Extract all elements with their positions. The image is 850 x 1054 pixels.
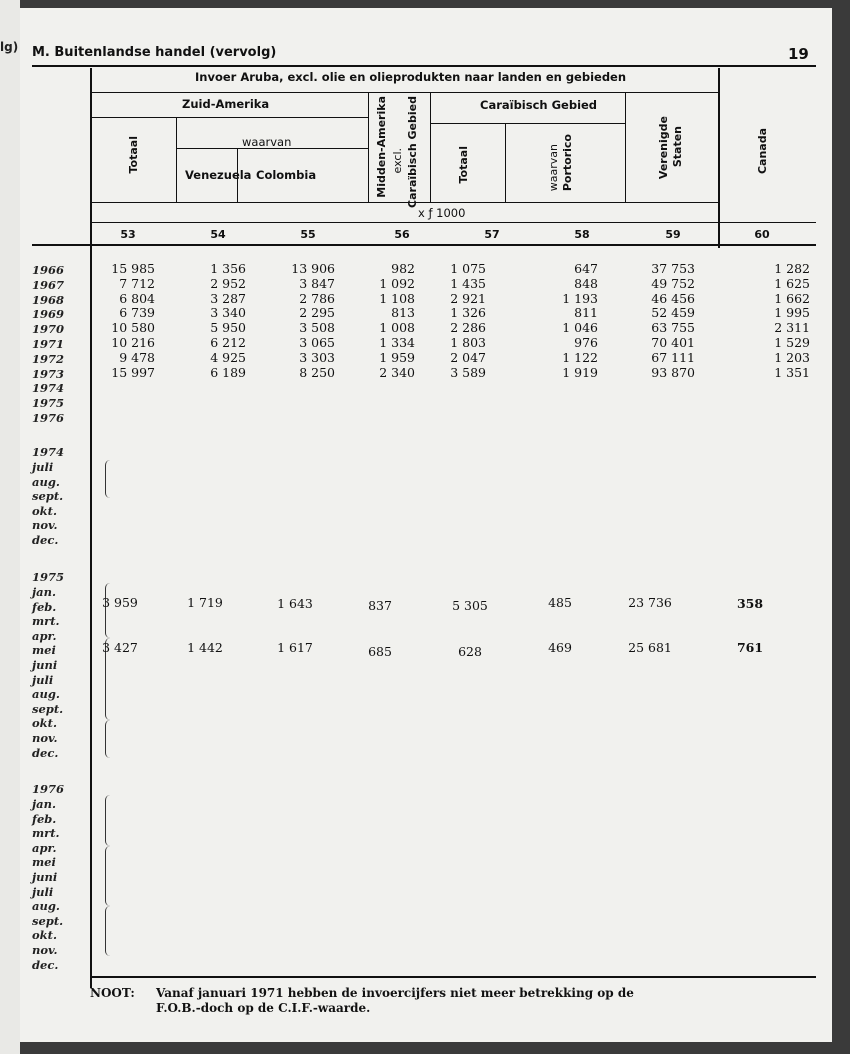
month-label: juni bbox=[32, 658, 58, 672]
month-label: okt. bbox=[32, 716, 57, 731]
mid-rule bbox=[368, 92, 369, 202]
caraibisch-header: Caraïbisch Gebied bbox=[480, 98, 598, 112]
table-cell: 52 459 bbox=[651, 305, 695, 321]
quarter-cell: 761 bbox=[736, 640, 764, 655]
quarter-cell: 628 bbox=[458, 644, 482, 659]
table-cell: 93 870 bbox=[651, 364, 695, 380]
column-number: 60 bbox=[754, 228, 770, 241]
table-cell: 2 311 bbox=[774, 320, 810, 336]
month-label: nov. bbox=[32, 943, 58, 957]
colombia-header: Colombia bbox=[256, 168, 317, 182]
quarter-cell: 358 bbox=[736, 596, 764, 611]
month-label: feb. bbox=[32, 599, 57, 614]
unit-label: x ƒ 1000 bbox=[418, 206, 466, 220]
column-number: 53 bbox=[120, 228, 136, 241]
month-label: mei bbox=[32, 643, 56, 658]
quarter-cell: 1 442 bbox=[187, 640, 223, 655]
table-cell: 1 919 bbox=[562, 364, 598, 380]
zuid-amerika-header: Zuid-Amerika bbox=[182, 97, 270, 111]
table-cell: 6 739 bbox=[119, 305, 155, 321]
quarter-cell: 23 736 bbox=[628, 595, 672, 610]
month-label: sept. bbox=[32, 701, 64, 716]
midden-amerika-header-2: excl. bbox=[391, 148, 404, 174]
block-year-label: 1974 bbox=[32, 445, 65, 459]
quarter-cell: 685 bbox=[368, 644, 392, 659]
table-cell: 2 786 bbox=[299, 290, 335, 306]
table-cell: 1 959 bbox=[379, 349, 415, 365]
column-number: 58 bbox=[574, 228, 590, 241]
table-cell: 2 340 bbox=[379, 364, 415, 380]
portorico-header-2: Portorico bbox=[561, 134, 574, 192]
month-label: aug. bbox=[32, 474, 60, 489]
column-number: 56 bbox=[394, 228, 410, 241]
month-label: nov. bbox=[32, 518, 58, 533]
quarter-cell: 1 643 bbox=[277, 596, 313, 611]
table-cell: 1 092 bbox=[379, 275, 415, 291]
month-label: okt. bbox=[32, 503, 57, 518]
table-cell: 1 122 bbox=[562, 349, 598, 365]
za-split bbox=[176, 117, 177, 202]
car-rule bbox=[430, 92, 431, 202]
midden-amerika-header-3: Caraïbisch Gebied bbox=[406, 96, 419, 208]
quarter-cell: 837 bbox=[368, 598, 392, 613]
table-cell: 1 803 bbox=[450, 335, 486, 350]
table-cell: 647 bbox=[574, 261, 598, 276]
table-cell: 9 478 bbox=[119, 349, 155, 365]
block-year-label: 1975 bbox=[32, 570, 65, 584]
table-cell: 3 589 bbox=[450, 364, 486, 380]
verenigde-staten-header-2: Staten bbox=[671, 126, 684, 168]
table-cell: 1 203 bbox=[774, 349, 810, 365]
note-line-1: Vanaf januari 1971 hebben de invoercijfers niet meer betrekking op de bbox=[156, 986, 634, 1000]
table-cell: 1 193 bbox=[562, 290, 598, 306]
note-label: NOOT: bbox=[90, 986, 135, 1000]
column-number: 59 bbox=[665, 228, 681, 241]
table-cell: 1 625 bbox=[774, 275, 810, 291]
brace-mark bbox=[105, 795, 112, 846]
header-base-rule bbox=[90, 202, 718, 203]
totaal-header: Totaal bbox=[127, 136, 140, 174]
table-cell: 10 216 bbox=[111, 335, 155, 350]
year-label: 1974 bbox=[32, 381, 65, 395]
page-number: 19 bbox=[788, 45, 809, 63]
column-number: 55 bbox=[300, 228, 316, 241]
month-label: aug. bbox=[32, 899, 60, 914]
quarter-cell: 469 bbox=[548, 640, 572, 655]
bottom-rule bbox=[90, 976, 816, 978]
table-cell: 1 108 bbox=[379, 290, 415, 306]
quarter-cell: 5 305 bbox=[452, 598, 488, 613]
year-label: 1966 bbox=[32, 263, 65, 277]
table-cell: 3 508 bbox=[299, 320, 335, 336]
month-label: mrt. bbox=[32, 826, 60, 841]
table-cell: 3 287 bbox=[210, 290, 246, 306]
table-cell: 982 bbox=[391, 261, 415, 276]
month-label: juli bbox=[32, 884, 54, 899]
month-label: dec. bbox=[32, 957, 59, 972]
month-label: dec. bbox=[32, 745, 59, 760]
quarter-cell: 3 959 bbox=[102, 595, 138, 610]
table-cell: 1 356 bbox=[210, 261, 246, 276]
vs-rule bbox=[625, 92, 626, 202]
table-cell: 3 065 bbox=[299, 335, 335, 350]
year-label: 1970 bbox=[32, 322, 65, 336]
month-label: juli bbox=[32, 672, 54, 687]
table-cell: 5 950 bbox=[210, 320, 246, 336]
colnum-rule bbox=[32, 244, 816, 246]
totaal2-header: Totaal bbox=[457, 146, 470, 184]
table-cell: 1 529 bbox=[774, 335, 810, 350]
brace-mark bbox=[105, 906, 112, 956]
month-label: aug. bbox=[32, 687, 60, 702]
table-cell: 976 bbox=[574, 335, 598, 350]
year-label: 1969 bbox=[32, 307, 65, 321]
brace-mark bbox=[105, 583, 112, 638]
quarter-cell: 485 bbox=[548, 595, 572, 610]
brace-mark bbox=[105, 460, 112, 498]
canada-rule bbox=[718, 68, 720, 248]
month-label: apr. bbox=[32, 628, 57, 643]
table-cell: 1 326 bbox=[450, 305, 486, 321]
quarter-cell: 1 719 bbox=[187, 595, 223, 610]
table-cell: 3 303 bbox=[299, 349, 335, 365]
table-cell: 6 212 bbox=[210, 335, 246, 350]
year-label: 1972 bbox=[32, 352, 65, 366]
month-label: juli bbox=[32, 460, 54, 474]
table-cell: 10 580 bbox=[111, 320, 155, 336]
year-label: 1973 bbox=[32, 367, 65, 381]
year-label: 1967 bbox=[32, 278, 65, 292]
document-page bbox=[20, 8, 832, 1042]
month-label: jan. bbox=[32, 585, 56, 599]
month-label: mrt. bbox=[32, 614, 60, 629]
table-cell: 37 753 bbox=[651, 261, 695, 276]
table-cell: 49 752 bbox=[651, 275, 695, 291]
table-cell: 7 712 bbox=[119, 275, 155, 291]
table-cell: 1 075 bbox=[450, 261, 486, 276]
table-cell: 8 250 bbox=[299, 364, 335, 380]
brace-mark bbox=[105, 846, 112, 906]
edge-label: lg) bbox=[0, 40, 19, 54]
brace-mark bbox=[105, 720, 112, 758]
page-edge bbox=[0, 0, 20, 1054]
title-rule bbox=[90, 92, 718, 93]
page-title: M. Buitenlandse handel (vervolg) bbox=[32, 45, 277, 60]
table-cell: 4 925 bbox=[210, 349, 246, 365]
canada-header: Canada bbox=[756, 128, 769, 175]
unit-rule bbox=[90, 222, 816, 223]
table-cell: 1 334 bbox=[379, 335, 415, 350]
table-cell: 1 008 bbox=[379, 320, 415, 336]
table-cell: 2 952 bbox=[210, 275, 246, 291]
table-cell: 70 401 bbox=[651, 335, 695, 350]
table-cell: 63 755 bbox=[651, 320, 695, 336]
table-cell: 46 456 bbox=[651, 290, 695, 306]
year-label: 1976 bbox=[32, 411, 65, 425]
quarter-cell: 1 617 bbox=[277, 640, 313, 655]
month-label: sept. bbox=[32, 489, 64, 504]
waarvan-header: waarvan bbox=[242, 135, 292, 149]
year-label: 1968 bbox=[32, 293, 65, 307]
table-cell: 6 189 bbox=[210, 364, 246, 380]
top-rule bbox=[32, 65, 816, 67]
column-number: 54 bbox=[210, 228, 226, 241]
portorico-header-1: waarvan bbox=[547, 144, 560, 192]
month-label: feb. bbox=[32, 811, 57, 826]
table-cell: 2 295 bbox=[299, 305, 335, 321]
month-label: sept. bbox=[32, 913, 64, 928]
month-label: jan. bbox=[32, 797, 56, 811]
car-sub-rule bbox=[430, 123, 625, 124]
table-cell: 1 662 bbox=[774, 290, 810, 306]
table-cell: 1 282 bbox=[774, 261, 810, 276]
column-number: 57 bbox=[484, 228, 500, 241]
table-cell: 15 997 bbox=[111, 364, 155, 380]
car-split bbox=[505, 123, 506, 202]
za-rule bbox=[90, 117, 368, 118]
venezuela-header: Venezuela bbox=[185, 168, 252, 182]
table-cell: 3 340 bbox=[210, 305, 246, 321]
table-cell: 13 906 bbox=[291, 261, 335, 276]
table-cell: 1 351 bbox=[774, 364, 810, 380]
table-cell: 1 995 bbox=[774, 305, 810, 321]
month-label: nov. bbox=[32, 731, 58, 745]
year-label: 1971 bbox=[32, 337, 65, 351]
table-cell: 1 435 bbox=[450, 275, 486, 291]
table-cell: 6 804 bbox=[119, 290, 155, 306]
table-cell: 848 bbox=[574, 275, 598, 291]
table-cell: 2 286 bbox=[450, 320, 486, 336]
quarter-cell: 25 681 bbox=[628, 640, 672, 655]
month-label: dec. bbox=[32, 533, 59, 547]
month-label: apr. bbox=[32, 840, 57, 855]
table-cell: 2 921 bbox=[450, 290, 486, 306]
table-cell: 813 bbox=[391, 305, 415, 321]
quarter-cell: 3 427 bbox=[102, 640, 138, 655]
table-cell: 811 bbox=[574, 305, 598, 321]
table-cell: 3 847 bbox=[299, 275, 335, 291]
year-label: 1975 bbox=[32, 396, 65, 410]
table-cell: 2 047 bbox=[450, 349, 486, 365]
table-cell: 67 111 bbox=[651, 349, 695, 365]
verenigde-staten-header-1: Verenigde bbox=[657, 116, 670, 180]
table-cell: 15 985 bbox=[111, 261, 155, 276]
month-label: okt. bbox=[32, 928, 57, 943]
table-title: Invoer Aruba, excl. olie en olieprodukten naar landen en gebieden bbox=[195, 70, 627, 84]
block-year-label: 1976 bbox=[32, 782, 65, 796]
note-line-2: F.O.B.-doch op de C.I.F.-waarde. bbox=[156, 1001, 371, 1015]
table-cell: 1 046 bbox=[562, 320, 598, 336]
month-label: juni bbox=[32, 870, 58, 884]
month-label: mei bbox=[32, 855, 56, 870]
midden-amerika-header-1: Midden-Amerika bbox=[375, 96, 388, 198]
